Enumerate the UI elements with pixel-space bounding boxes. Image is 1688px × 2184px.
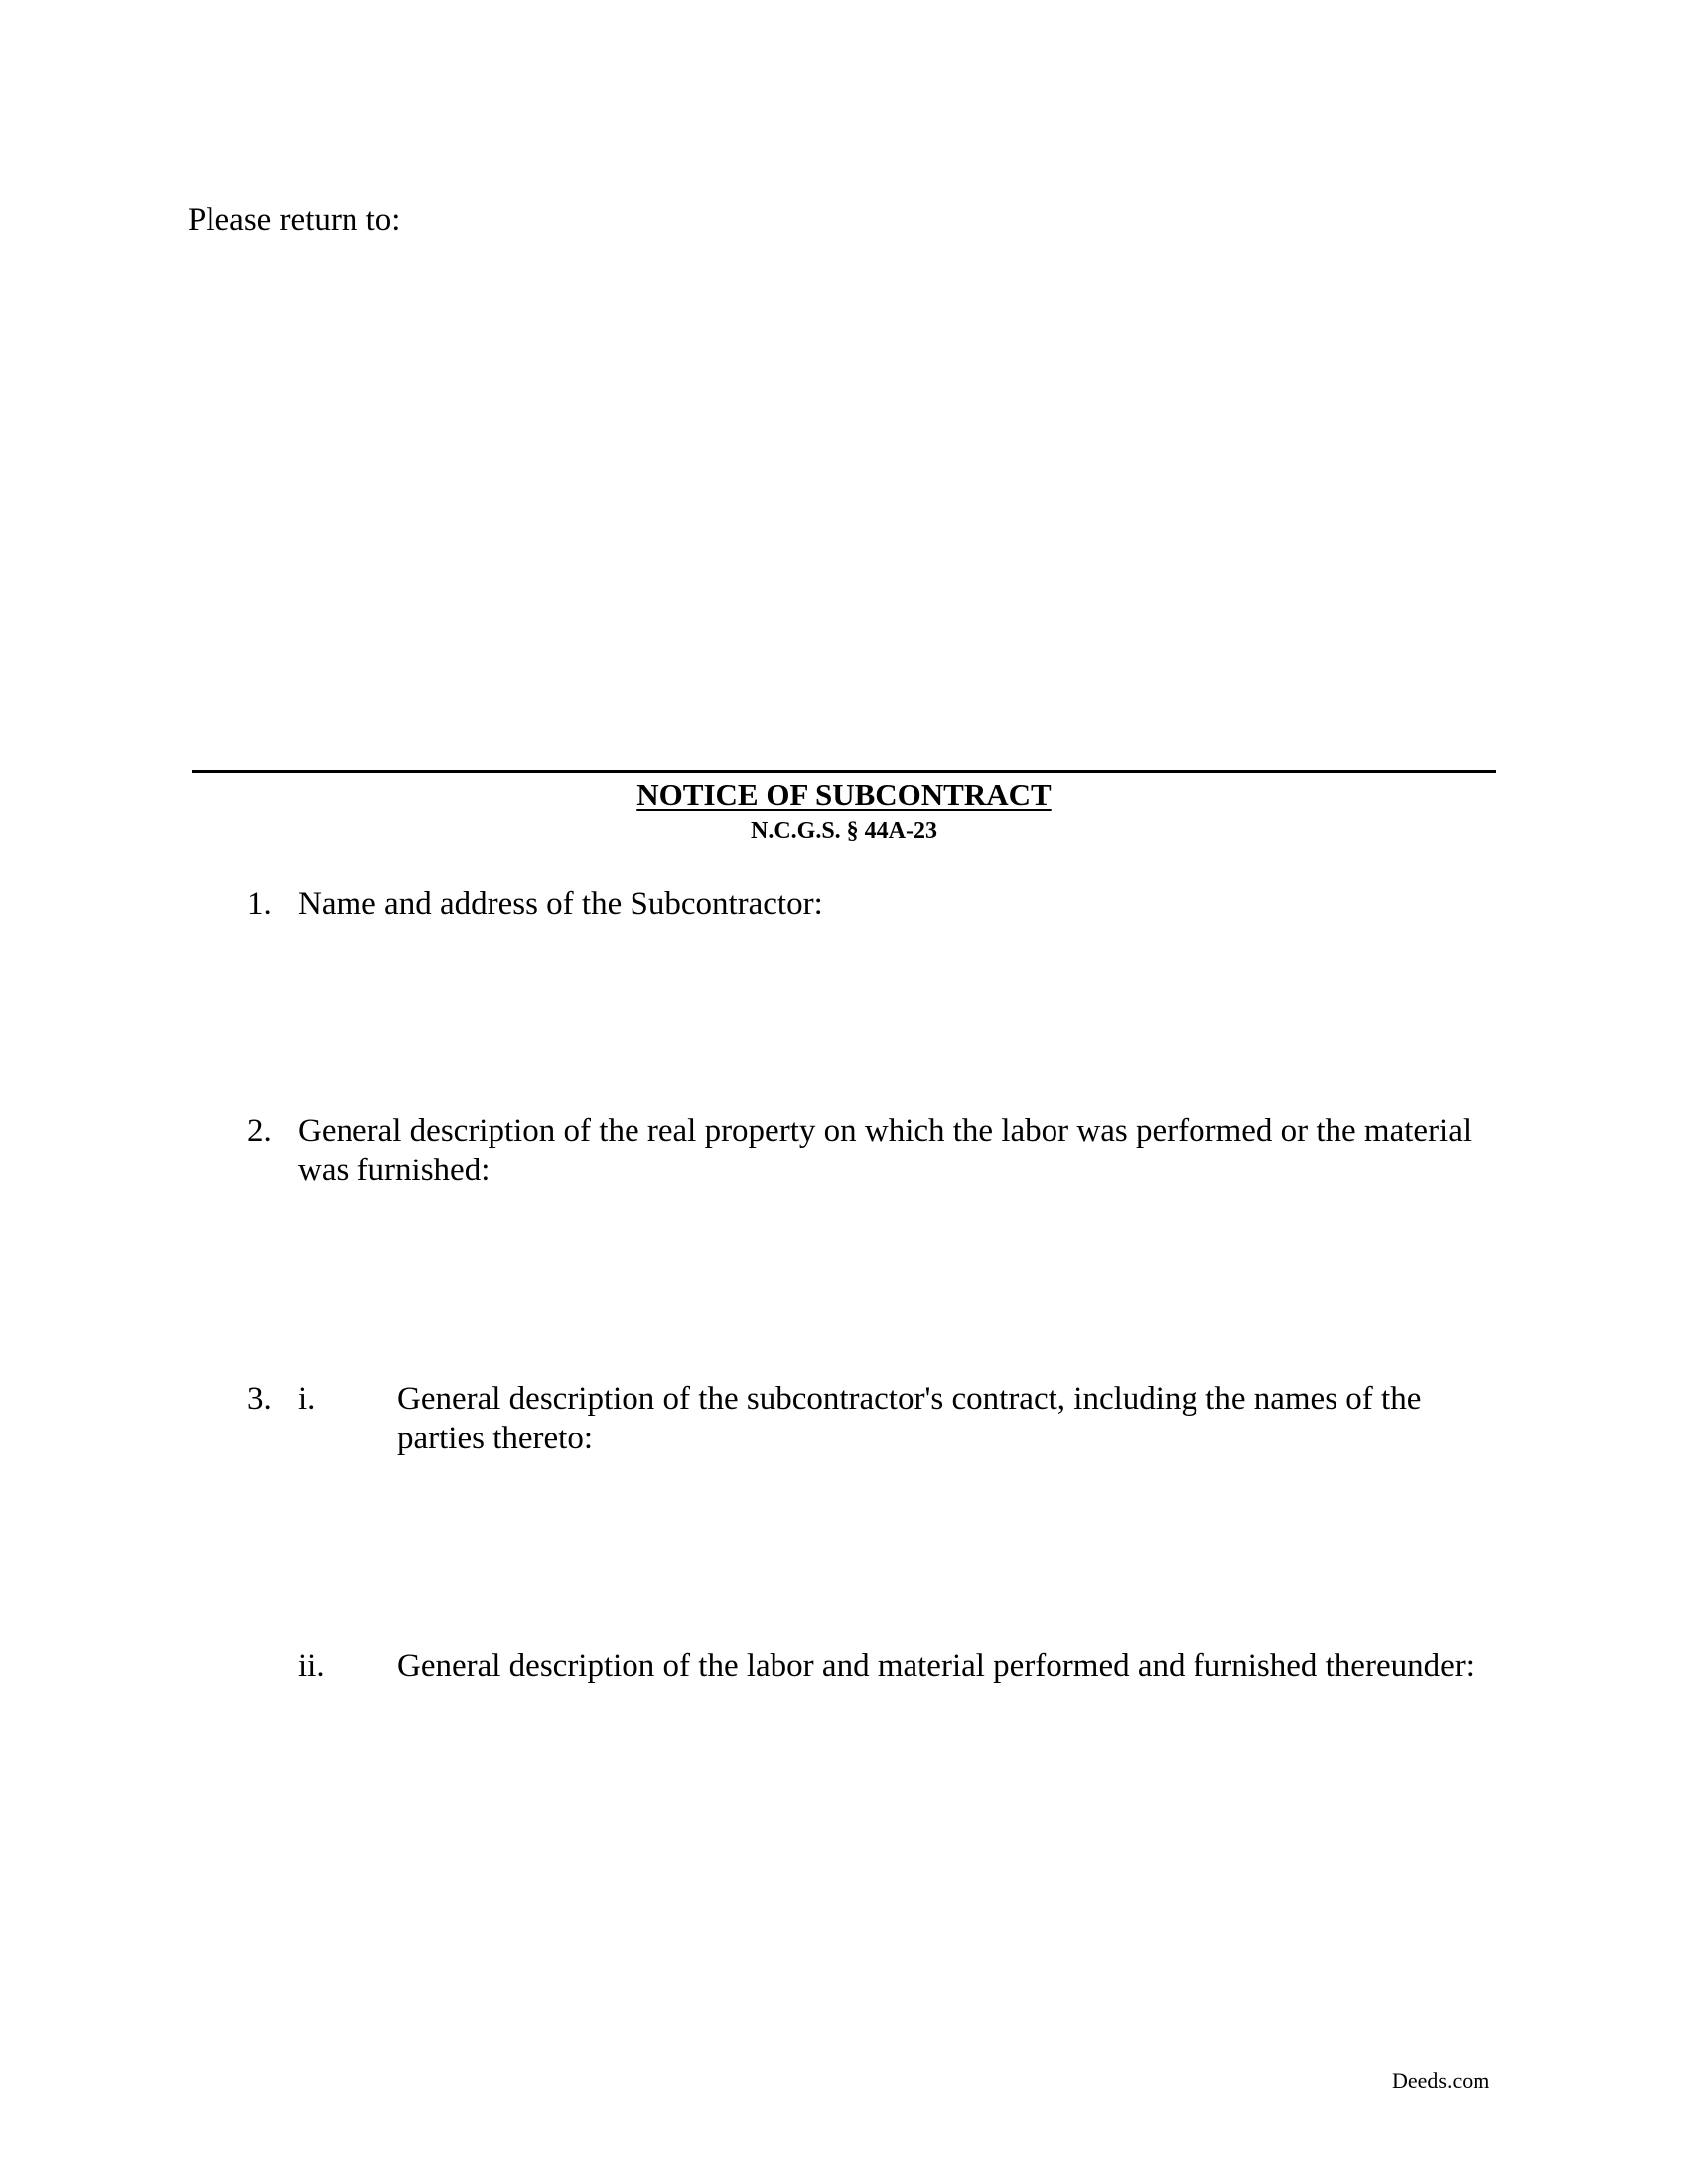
document-title [0,776,1688,814]
item-3-i-label: i. [298,1381,316,1417]
item-2-number: 2. [247,1113,272,1149]
item-3-i-text: General description of the subcontractor's contract, including the names of the parties thereto: [397,1381,1422,1456]
item-1-text: Name and address of the Subcontractor: [298,887,823,922]
item-1-number: 1. [247,887,272,922]
statute-reference: N.C.G.S. § 44A-23 [750,818,937,844]
item-3-ii-label: ii. [298,1648,325,1684]
return-to-label: Please return to: [188,203,401,238]
item-3-number: 3. [247,1381,272,1417]
item-2-text: General description of the real property on which the labor was performed or the material was furnished: [298,1113,1473,1188]
horizontal-rule [192,770,1496,773]
item-3-ii-text: General description of the labor and material performed and furnished thereunder: [397,1648,1475,1684]
document-title-text: NOTICE OF SUBCONTRACT [636,777,1052,812]
footer-brand: Deeds.com [1392,2068,1490,2093]
